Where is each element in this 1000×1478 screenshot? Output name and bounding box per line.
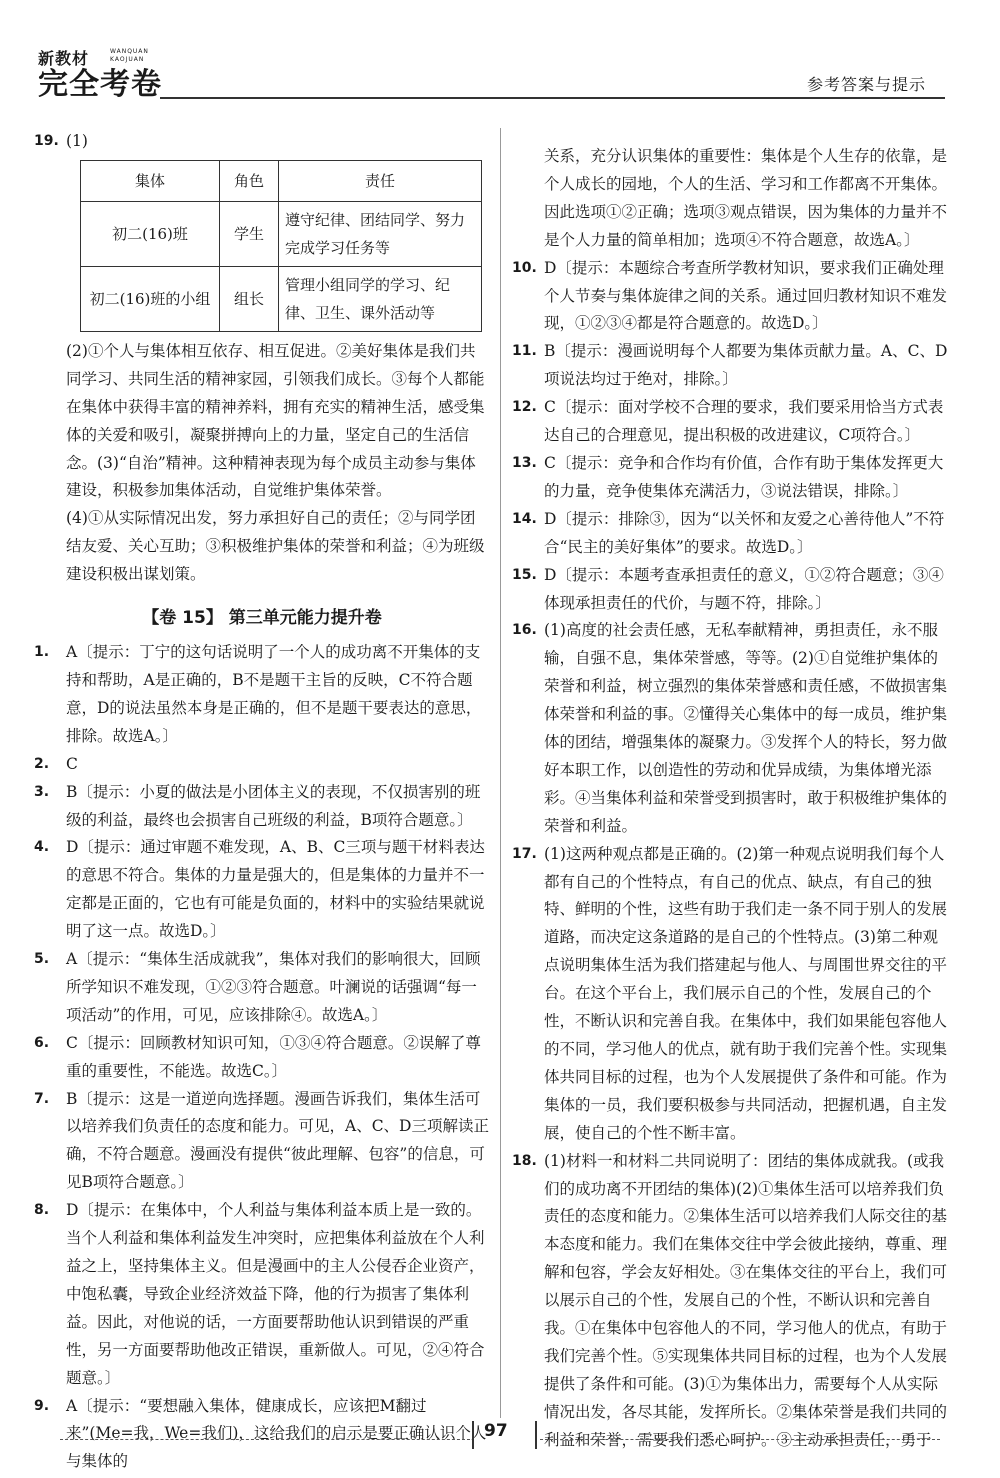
header-section-title: 参考答案与提示: [806, 75, 926, 94]
question-number: 19.: [34, 133, 59, 149]
answer-number: 12.: [512, 399, 537, 416]
footer-bar-right: [535, 1421, 537, 1449]
table-header-cell: 集体: [81, 160, 220, 201]
answer-text: D〔提示：本题考查承担责任的意义，①②符合题意；③④体现承担责任的代价，与题不符，排除。〕: [544, 565, 944, 612]
answer-number: 4.: [34, 839, 50, 856]
answer-item: [512, 1148, 949, 1455]
footer-rule-left: [60, 1439, 470, 1440]
brand-logo: [38, 46, 178, 106]
answer-number: 1.: [34, 644, 50, 661]
answer-number: 7.: [34, 1090, 50, 1107]
answer-number: 15.: [512, 566, 537, 583]
answer-text: (1)材料一和材料二共同说明了：团结的集体成就我。(或我们的成功离不开团结的集体)(2)①集体生活可以培养我们负责任的态度和能力。②集体生活可以培养我们人际交往的基本态度和能力。我们在集体交往中学会彼此接纳，尊重、理解和包容，学会友好相处。③在集体交往的平台上，我们可以展示自己的个性，发展自己的个性，不断认识和完善自我。①在集体中包容他人的不同，学习他人的优点，有助于我们完善个性。⑤实现集体共同目标的过程，也为个人发展提供了条件和可能。(3)①为集体出力，需要每个人从实际情况出发，各尽其能，发挥所长。②集体荣誉是我们共同的利益和荣誉，需要我们悉心呵护。③主动承担责任，勇于: [544, 1151, 948, 1449]
answer-number: 5.: [34, 951, 50, 968]
answer-text: C〔提示：竞争和合作均有价值，合作有助于集体发挥更大的力量，竞争使集体充满活力，③说法错误，排除。〕: [544, 453, 944, 500]
answer-number: 17.: [512, 845, 537, 862]
answer-text: (1)高度的社会责任感，无私奉献精神，勇担责任，永不服输，自强不息，集体荣誉感，等等。(2)①自觉维护集体的荣誉和利益，树立强烈的集体荣誉感和责任感，不做损害集体荣誉和利益的事。②懂得关心集体中的每一成员，维护集体的团结，增强集体的凝聚力。③发挥个人的特长，努力做好本职工作，以创造性的劳动和优异成绩，为集体增光添彩。④当集体利益和荣誉受到损害时，敢于积极维护集体的荣誉和利益。: [544, 621, 948, 835]
answer-number: 6.: [34, 1034, 50, 1051]
left-column: [34, 128, 490, 1476]
answer-text: A〔提示：“要想融入集体，健康成长，应该把M翻过来”(Me=我，We=我们)，这给我们的启示是要正确认识个人与集体的: [66, 1396, 487, 1471]
table-header-cell: 责任: [279, 160, 482, 201]
answer-text: B〔提示：这是一道逆向选择题。漫画告诉我们，集体生活可以培养我们负责任的态度和能力。可见，A、C、D三项解读正确，不符合题意。漫画没有提供“彼此理解、包容”的信息，可见B项符合题意。〕: [66, 1089, 489, 1192]
answer-item: [512, 617, 949, 840]
table-cell: 遵守纪律、团结同学、努力完成学习任务等: [279, 201, 482, 266]
table-row: [81, 201, 482, 266]
answer-number: 16.: [512, 622, 537, 639]
answer-item: [512, 450, 949, 506]
answer-number: 3.: [34, 783, 50, 800]
answer-text: D〔提示：本题综合考查所学教材知识，要求我们正确处理个人节奏与集体旋律之间的关系。通过回归教材知识不难发现，①②③④都是符合题意的。故选D。〕: [544, 258, 948, 333]
answer-text: C: [66, 754, 78, 773]
answer-number: 14.: [512, 510, 537, 527]
answer-paragraph: (4)①从实际情况出发，努力承担好自己的责任；②与同学团结友爱、关心互助；③积极维护集体的荣誉和利益；④为班级建设积极出谋划策。: [66, 509, 485, 584]
answer-number: 10.: [512, 259, 537, 276]
table-row: [81, 266, 482, 331]
answer-number: 2.: [34, 755, 50, 772]
answer-number: 18.: [512, 1152, 537, 1169]
header-rule: [160, 97, 945, 99]
page-header: [0, 0, 1000, 110]
answer-item: [34, 779, 490, 835]
answer-item: [34, 1197, 490, 1392]
answer-table: [80, 160, 482, 332]
answer-item: [34, 946, 490, 1030]
answer-text: A〔提示：丁宁的这句话说明了一个人的成功离不开集体的支持和帮助，A是正确的，B不是题干主旨的反映，C不符合题意，D的说法虽然本身是正确的，但不是题干要表达的意思，排除。故选A。〕: [66, 643, 482, 745]
table-cell: 组长: [220, 266, 279, 331]
answer-text: D〔提示：通过审题不难发现，A、B、C三项与题干材料表达的意思不符合。集体的力量是强大的，但是集体的力量并不一定都是正面的，它也有可能是负面的，材料中的实验结果就说明了这一点。故选D。〕: [66, 838, 485, 941]
brand-top-text: 新教材: [38, 49, 90, 68]
answer-item: [512, 338, 949, 394]
question-part-label: (1): [66, 132, 88, 150]
answer-text: B〔提示：小夏的做法是小团体主义的表现，不仅损害别的班级的利益，最终也会损害自己班级的利益，B项符合题意。〕: [66, 782, 481, 829]
answer-item: [34, 1030, 490, 1086]
section-title: 【卷 15】 第三单元能力提升卷: [142, 608, 382, 629]
footer-rule-right: [540, 1439, 940, 1440]
answer-item: [512, 394, 949, 450]
page-number: 97: [484, 1421, 508, 1441]
answer-text: (1)这两种观点都是正确的。(2)第一种观点说明我们每个人都有自己的个性特点，有自己的优点、缺点，有自己的独特、鲜明的个性，这些有助于我们走一条不同于别人的发展道路，而决定这条道路的是自己的个性特点。(3)第二种观点说明集体生活为我们搭建起与他人、与周围世界交往的平台。在这个平台上，我们展示自己的个性，发展自己的个性，不断认识和完善自我。在集体中，我们如果能包容他人的不同，学习他人的优点，就有助于我们完善个性。实现集体共同目标的过程，也为个人发展提供了条件和可能。作为集体的一员，我们要积极参与共同活动，把握机遇，自主发展，使自己的个性不断丰富。: [544, 844, 948, 1142]
answer-text: B〔提示：漫画说明每个人都要为集体贡献力量。A、C、D项说法均过于绝对，排除。〕: [544, 342, 948, 389]
answer-item: [34, 639, 490, 751]
page-footer: [0, 1415, 1000, 1478]
column-divider: [500, 128, 501, 1418]
answer-text: A〔提示：“集体生活成就我”，集体对我们的影响很大，回顾所学知识不难发现，①②③符合题意。叶澜说的话强调“每一项活动”的作用，可见，应该排除④。故选A。〕: [66, 950, 481, 1024]
answer-item: [34, 1086, 490, 1198]
table-cell: 学生: [220, 201, 279, 266]
answer-item: [34, 751, 490, 779]
answer-number: 8.: [34, 1202, 50, 1219]
answer-item: [512, 841, 949, 1148]
table-cell: 初二(16)班的小组: [81, 266, 220, 331]
answer-number: 13.: [512, 454, 537, 471]
brand-main-text: 完全考卷: [38, 67, 162, 102]
answer-item: [512, 255, 949, 339]
answer-continuation: 关系，充分认识集体的重要性：集体是个人生存的依靠，是个人成长的园地，个人的生活、学习和工作都离不开集体。因此选项①②正确；选项③观点错误，因为集体的力量并不是个人力量的简单相加；选项④不符合题意，故选A。〕: [544, 147, 948, 249]
answer-paragraph: (2)①个人与集体相互依存、相互促进。②美好集体是我们共同学习、共同生活的精神家园，引领我们成长。③每个人都能在集体中获得丰富的精神养料，拥有充实的精神生活，感受集体的关爱和吸引，凝聚拼搏向上的力量，坚定自己的生活信念。(3)“自治”精神。这种精神表现为每个成员主动参与集体建设，积极参加集体活动，自觉维护集体荣誉。: [66, 341, 485, 500]
question-19: [34, 128, 490, 156]
answer-text: C〔提示：面对学校不合理的要求，我们要采用恰当方式表达自己的合理意见，提出积极的改进建议，C项符合。〕: [544, 398, 944, 445]
table-cell: 管理小组同学的学习、纪律、卫生、课外活动等: [279, 266, 482, 331]
answer-item: [512, 506, 949, 562]
answer-number: 9.: [34, 1397, 50, 1414]
answer-text: D〔提示：排除③，因为“以关怀和友爱之心善待他人”不符合“民主的美好集体”的要求。故选D。〕: [544, 509, 945, 556]
brand-pinyin-text: WANQUAN KAOJUAN: [110, 48, 149, 63]
answer-text: D〔提示：在集体中，个人利益与集体利益本质上是一致的。当个人利益和集体利益发生冲突时，应把集体利益放在个人利益之上，坚持集体主义。但是漫画中的主人公侵吞企业资产，中饱私囊，导致企业经济效益下降，他的行为损害了集体利益。因此，对他说的话，一方面要帮助他认识到错误的严重性，另一方面要帮助他改正错误，重新做人。可见，②④符合题意。〕: [66, 1201, 485, 1387]
table-cell: 初二(16)班: [81, 201, 220, 266]
answer-text: C〔提示：回顾教材知识可知，①③④符合题意。②误解了尊重的重要性，不能选。故选C。〕: [66, 1033, 481, 1080]
right-column: [512, 143, 949, 1455]
footer-bar-left: [472, 1421, 474, 1449]
table-header-cell: 角色: [220, 160, 279, 201]
answer-number: 11.: [512, 343, 537, 360]
table-header-row: [81, 160, 482, 201]
answer-item: [34, 834, 490, 946]
answer-item: [512, 562, 949, 618]
